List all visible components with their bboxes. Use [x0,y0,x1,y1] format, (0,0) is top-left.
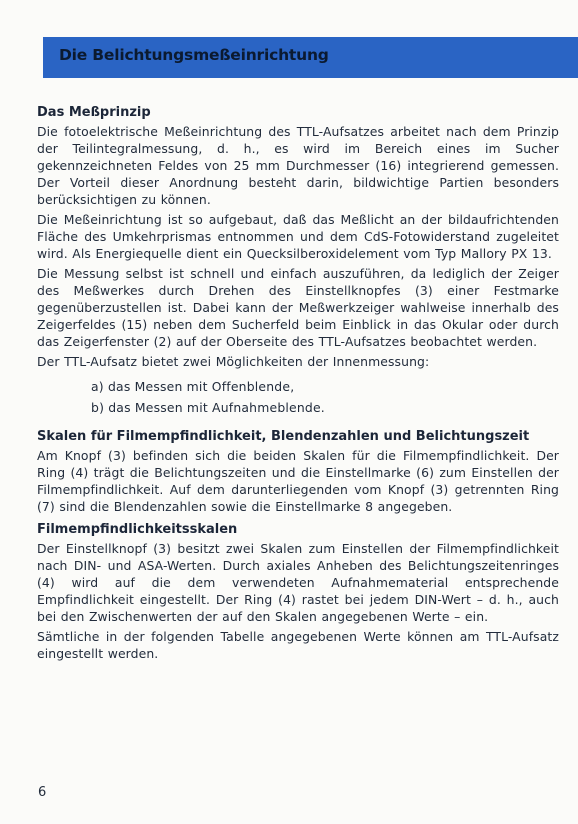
list-item: a) das Messen mit Offenblende, [91,379,295,394]
paragraph: Die Messung selbst ist schnell und einfach auszuführen, da lediglich der Zeiger des Meßwerkes durch Drehen des Einstellknopfes (3) einer Festmarke gegenüberzustellen ist. Dabei kann der Meßwerkzeiger wahlweise innerhalb des Zeigerfeldes (15) neben dem Sucherfeld beim Einblick in das Okular oder durch das Zeigerfenster (2) auf der Oberseite des TTL-Aufsatzes beobachtet werden. [37,266,559,349]
paragraph: Der Einstellknopf (3) besitzt zwei Skalen zum Einstellen der Filmempfindlichkeit nach DIN- und ASA-Werten. Durch axiales Anheben des Belichtungszeitenringes (4) wird auf die dem verwendeten Aufnahmematerial entsprechende Empfindlichkeit eingestellt. Der Ring (4) rastet bei jedem DIN-Wert – d. h., auch bei den Zwischenwerten der auf den Skalen angegebenen Werte – ein. [37,541,559,624]
paragraph: Die Meßeinrichtung ist so aufgebaut, daß das Meßlicht an der bildaufrichtenden Fläche des Umkehrprismas entnommen und dem CdS-Fotowiderstand zugeleitet wird. Als Energiequelle dient ein Quecksilberoxidelement vom Typ Mallory PX 13. [37,212,559,261]
measurement-options-list [37,376,559,418]
document-body [37,104,559,662]
paragraph: Der TTL-Aufsatz bietet zwei Möglichkeiten der Innenmessung: [37,354,430,369]
paragraph: Die fotoelektrische Meßeinrichtung des TTL-Aufsatzes arbeitet nach dem Prinzip der Teilintegralmessung, d. h., es wird im Bereich eines im Sucher gekennzeichneten Feldes von 25 mm Durchmesser (16) integrierend gemessen. Der Vorteil dieser Anordnung besteht darin, bildwichtige Partien besonders berücksichtigen zu können. [37,124,559,207]
paragraph: Sämtliche in der folgenden Tabelle angegebenen Werte können am TTL-Aufsatz eingestellt werden. [37,629,559,661]
section-title-banner [43,37,578,78]
list-item: b) das Messen mit Aufnahmeblende. [91,400,325,415]
page-number: 6 [38,785,47,800]
heading-film-sensitivity-scales: Filmempfindlichkeitsskalen [37,522,238,537]
paragraph: Am Knopf (3) befinden sich die beiden Skalen für die Filmempfindlichkeit. Der Ring (4) trägt die Belichtungszeiten und die Einstellmarke (6) zum Einstellen der Filmempfindlichkeit. Auf dem darunterliegenden vom Knopf (3) getrennten Ring (7) sind die Blendenzahlen sowie die Einstellmarke 8 angegeben. [37,448,559,514]
heading-scales: Skalen für Filmempfindlichkeit, Blendenzahlen und Belichtungszeit [37,429,530,444]
heading-measuring-principle: Das Meßprinzip [37,105,151,120]
page-title: Die Belichtungsmeßeinrichtung [59,46,329,64]
